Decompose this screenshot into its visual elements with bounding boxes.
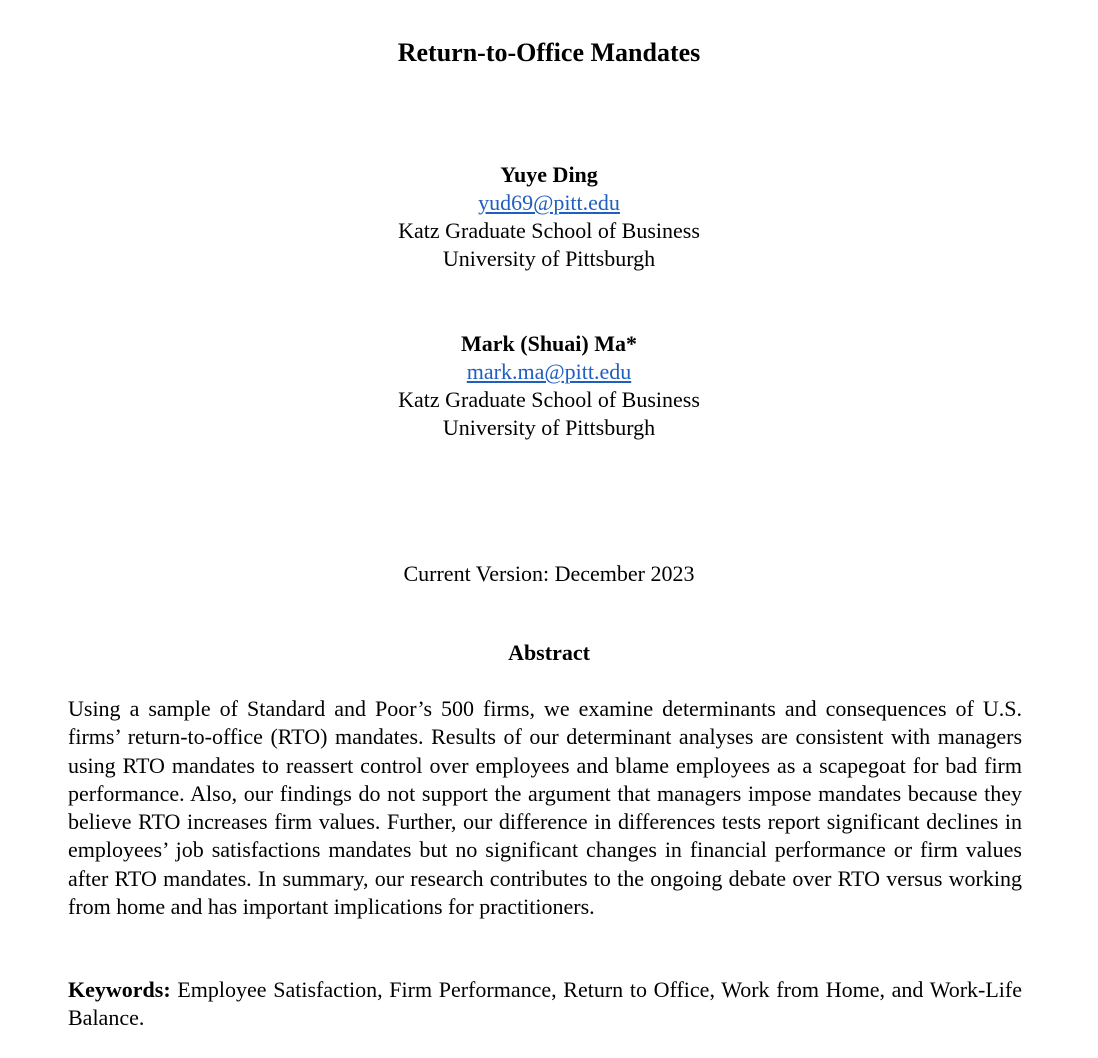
author-school: Katz Graduate School of Business (398, 387, 700, 412)
author-university: University of Pittsburgh (442, 246, 656, 271)
author-block-2 (0, 330, 1098, 442)
author-email-link[interactable]: yud69@pitt.edu (478, 190, 620, 215)
keywords-paragraph (68, 976, 1022, 1033)
keywords-label: Keywords: (68, 977, 171, 1002)
author-email-link[interactable]: mark.ma@pitt.edu (466, 359, 632, 384)
author-name: Mark (Shuai) Ma* (461, 331, 637, 356)
author-university: University of Pittsburgh (442, 415, 656, 440)
author-name: Yuye Ding (500, 162, 598, 187)
author-school: Katz Graduate School of Business (398, 218, 700, 243)
version-date: Current Version: December 2023 (403, 561, 695, 586)
abstract-heading: Abstract (508, 640, 590, 665)
keywords-text: Employee Satisfaction, Firm Performance, Return to Office, Work from Home, and Work-Life Balance. (68, 977, 1022, 1031)
paper-title: Return-to-Office Mandates (397, 38, 701, 67)
abstract-text: Using a sample of Standard and Poor’s 500 firms, we examine determinants and consequences of U.S. firms’ return-to-office (RTO) mandates. Results of our determinant analyses are consistent with managers using RTO mandates to reassert control over employees and blame employees as a scapegoat for bad firm performance. Also, our findings do not support the argument that managers impose mandates because they believe RTO increases firm values. Further, our difference in differences tests report significant declines in employees’ job satisfactions mandates but no significant changes in financial performance or firm values after RTO mandates. In summary, our research contributes to the ongoing debate over RTO versus working from home and has important implications for practitioners. (68, 696, 1022, 920)
author-block-1 (0, 161, 1098, 273)
